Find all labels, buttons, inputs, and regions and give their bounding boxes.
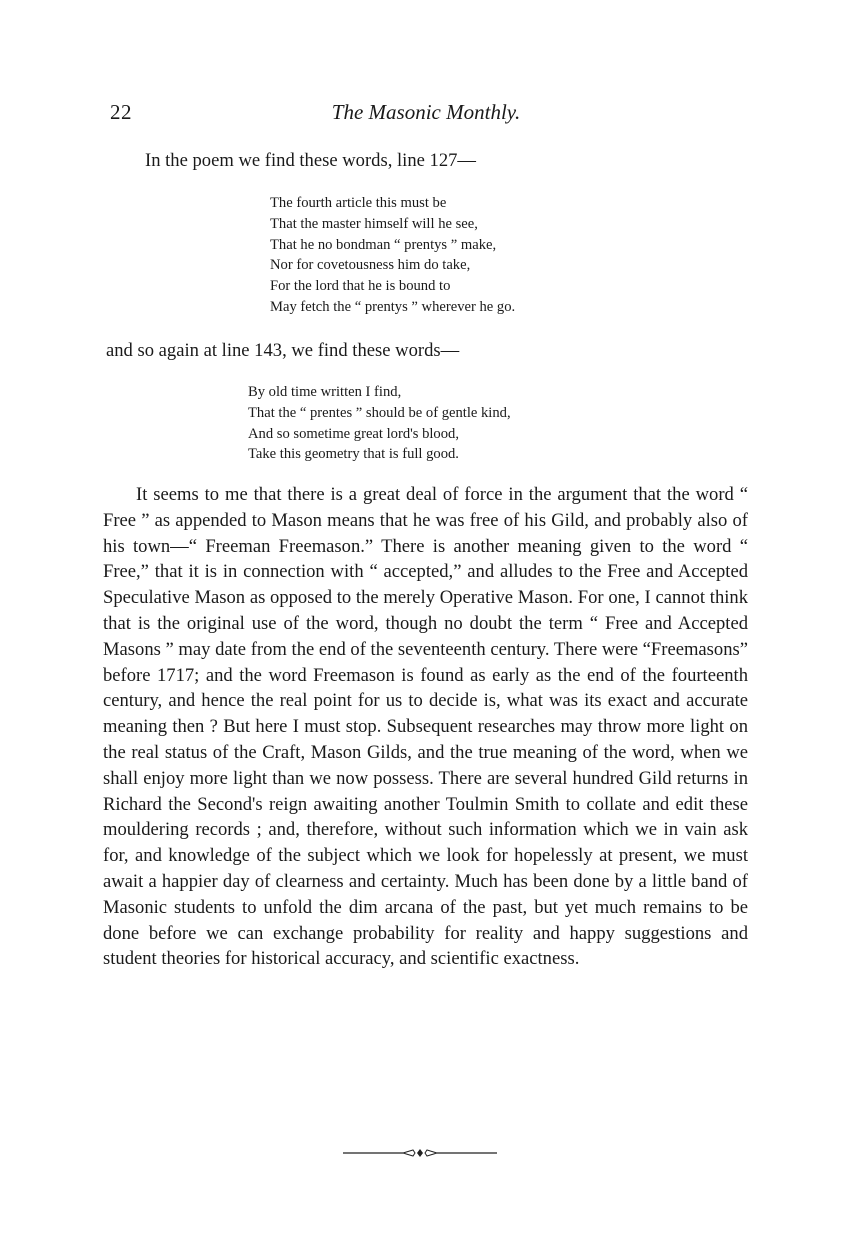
verse-line: That he no bondman “ prentys ” make, [270, 236, 497, 253]
verse-quote-2 [248, 382, 511, 465]
verse-quote-1 [270, 193, 515, 318]
body-paragraph: It seems to me that there is a great deal of force in the argument that the word “ Free ” as appended to Mason means that he was free of his Gild, and probably also of his town—“ Freeman Freemason.” There is another meaning given to the word “ Free,” that it is in connection with “ accepted,” and alludes to the Free and Accepted Speculative Mason as opposed to the merely Operative Mason. For one, I cannot think that is the original use of the word, though no doubt the term “ Free and Accepted Masons ” may date from the end of the seventeenth century. There were “Freemasons” before 1717; and the word Freemason is found as early as the end of the fourteenth century, and hence the real point for us to decide is, what was its exact and accurate meaning then ? But here I must stop. Subsequent researches may throw more light on the real status of the Craft, Mason Gilds, and the true meaning of the word, when we shall enjoy more light than we now possess. There are several hundred Gild returns in Richard the Second's reign awaiting another Toulmin Smith to collate and edit these mouldering records ; and, therefore, without such information which we in vain ask for, and knowledge of the subject which we look for hopelessly at present, we must await a happier day of clearness and certainty. Much has been done by a little band of Masonic students to unfold the dim arcana of the past, but yet much remains to be done before we can exchange probability for reality and happy suggestions and student theories for historical accuracy, and scientific exactness. [103, 484, 748, 970]
verse-line: And so sometime great lord's blood, [248, 425, 459, 442]
intro-line: In the poem we find these words, line 127— [145, 150, 477, 171]
verse-line: Nor for covetousness him do take, [270, 257, 471, 274]
running-head-title: The Masonic Monthly. [331, 100, 521, 124]
verse-line: Take this geometry that is full good. [248, 446, 459, 463]
verse-line: That the “ prentes ” should be of gentle kind, [248, 404, 511, 421]
transition-line: and so again at line 143, we find these words— [106, 340, 460, 361]
section-end-ornament [343, 1146, 497, 1160]
verse-line: By old time written I find, [248, 384, 402, 400]
verse-line: May fetch the “ prentys ” wherever he go. [270, 298, 516, 315]
verse-line: For the lord that he is bound to [270, 278, 451, 295]
verse-line: That the master himself will he see, [270, 215, 478, 232]
page-number: 22 [110, 100, 132, 124]
verse-line: The fourth article this must be [270, 195, 447, 211]
